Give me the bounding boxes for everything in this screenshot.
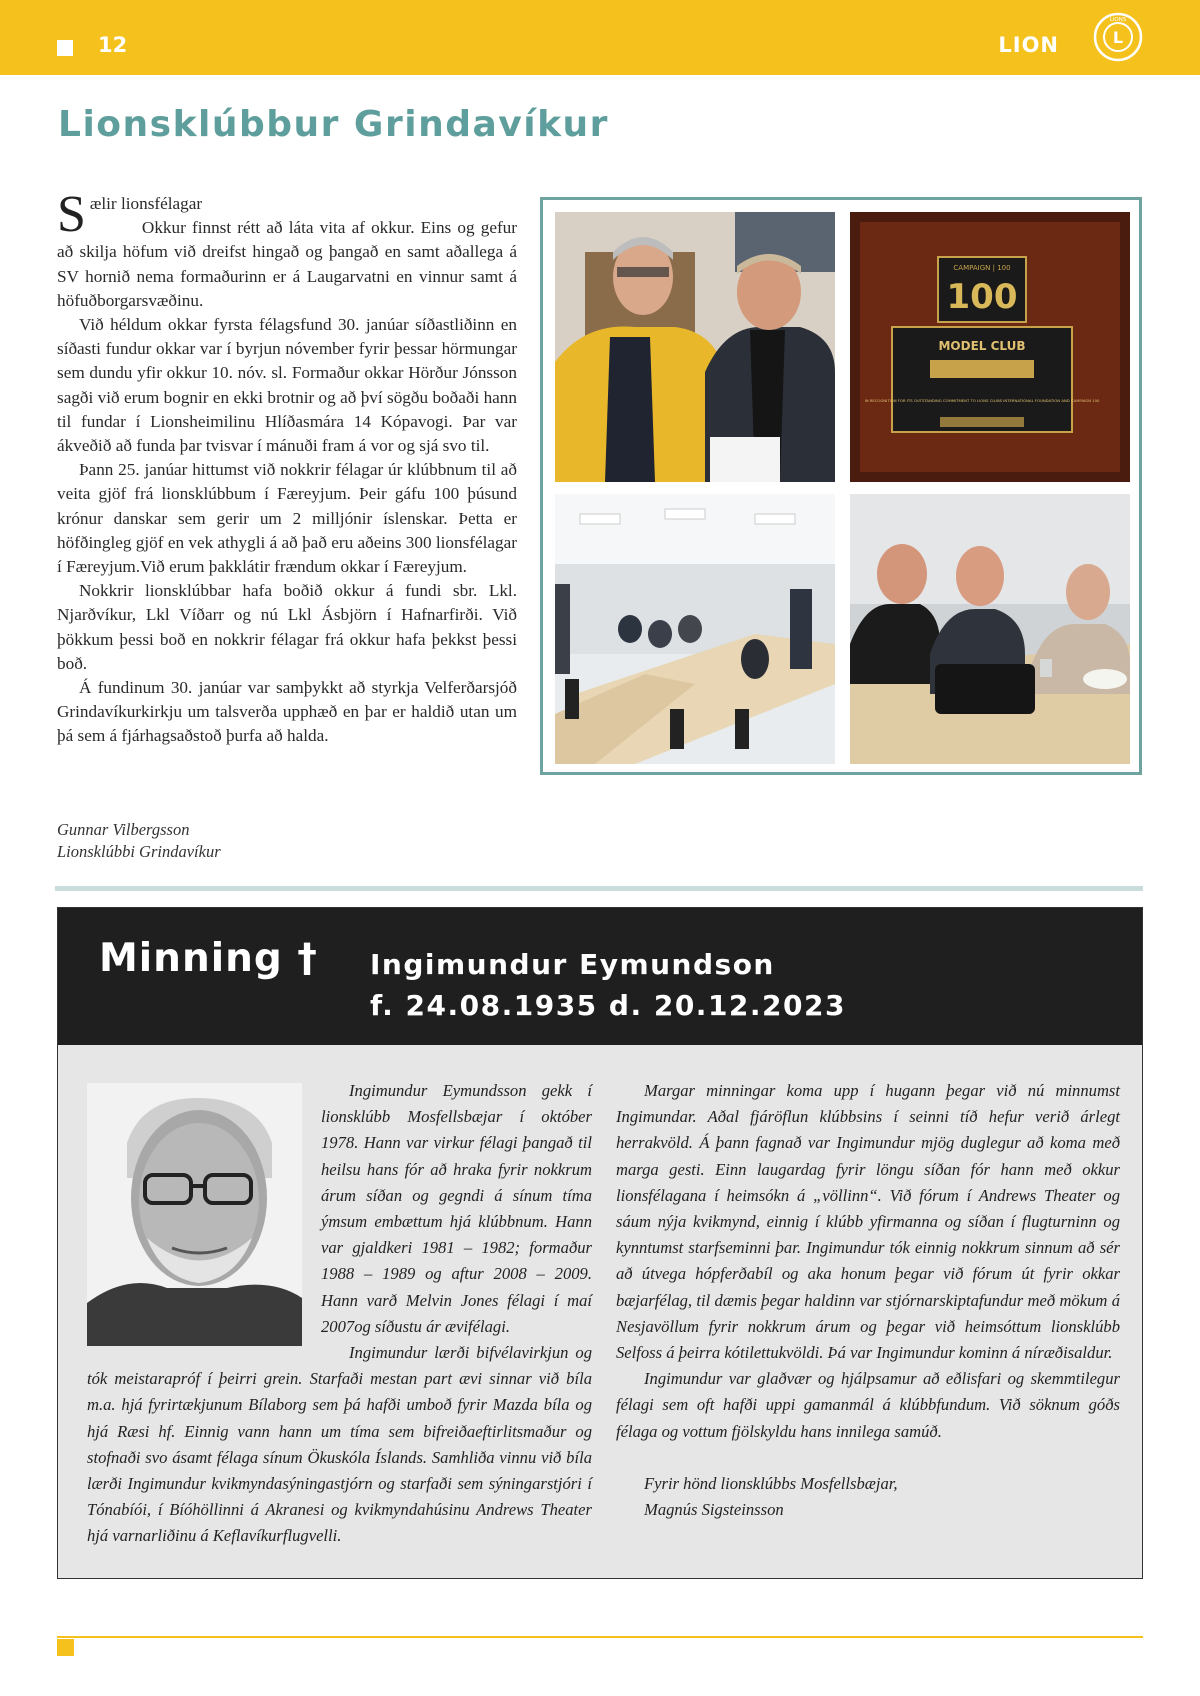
drop-cap: S xyxy=(57,186,86,243)
article-paragraph xyxy=(57,186,517,313)
photo-two-men xyxy=(555,212,835,482)
page-number: 12 xyxy=(98,33,128,57)
memorial-heading: Minning † xyxy=(99,936,318,981)
article-title: Lionsklúbbur Grindavíkur xyxy=(58,104,609,145)
memorial-column-1 xyxy=(87,1078,592,1550)
photo-plaque xyxy=(850,212,1130,482)
memorial-title xyxy=(370,944,846,1026)
article-paragraph-5: Á fundinum 30. janúar var samþykkt að styrkja Velferðarsjóð Grindavíkurkirkju um talsverða upphæð en þar er haldið utan um þá sem á fjárhagsaðstoð þurfa að halda. xyxy=(57,678,517,746)
article-paragraph-3: Þann 25. janúar hittumst við nokkrir félagar úr klúbbnum til að veita gjöf frá lionsklúbbum í Færeyjum. Þeir gáfu 100 þúsund krónur danskar sem gerir um 2 milljónir íslenskar. Þetta er höfðingleg gjöf en vek athygli á að það eru aðeins 300 lionsfélagar í Færeyjum.Við erum þakklátir frændum okkar í Færeyjum. xyxy=(57,460,517,577)
footer-line xyxy=(57,1636,1143,1638)
page-header xyxy=(0,0,1200,75)
memorial-person-name: Ingimundur Eymundson xyxy=(370,948,775,981)
lions-logo-icon xyxy=(1093,12,1143,62)
article-paragraph-1: Okkur finnst rétt að láta vita af okkur. Eins og gefur að skilja höfum við dreifst hingað og þangað en samt aðallega á SV hornið nema formaðurinn er á Laugarvatni en vinnur samt á höfuðborgarsvæðinu. xyxy=(57,218,517,310)
plaque-title: MODEL CLUB xyxy=(938,339,1026,353)
memorial-column-2 xyxy=(616,1078,1120,1523)
photo-meeting-room xyxy=(555,494,835,764)
memorial-paragraph-2: Ingimundur lærði bifvélavirkjun og tók meistarapróf í þeirri grein. Starfaði mestan part ævi sinnar við bíla m.a. hjá fyrirtækjunum Bílaborg sem þá hafði umboð fyrir Mazda bíla og hjá Ræsi hf. Einnig vann hann um tíma sem bifreiðaeftirlitsmaður og stofnaði svo ásamt félaga sínum Ökuskóla Íslands. Samhliða vinnu við bíla lærði Ingimundur kvikmyndasýningastjórn og starfaði sem sýningarstjóri í Tónabíói, í Bíóhöllinni á Akranesi og kvikmyndahúsinu Andrews Theater hjá varnarliðinu á Keflavíkurflugvelli. xyxy=(87,1343,592,1546)
article-body xyxy=(57,186,517,749)
article-paragraph-2: Við héldum okkar fyrsta félagsfund 30. janúar síðastliðinn en síðasti fundur okkar var í byrjun nóvember fyrir þessar hörmungar sem dundu yfir okkur 10. nóv. sl. Formaður okkar Hörður Jónsson sagði við erum bognir en ekki brotnir og að því sögðu boðaði hann til fundar í Lionsheimilinu Hlíðasmára 14 Kópavogi. Þar var ákveðið að funda þar tvisvar í mánuði fram á vor og sjá svo til. xyxy=(57,315,517,456)
logo-text: LIONS xyxy=(1109,17,1127,23)
section-divider xyxy=(55,886,1143,891)
logo-letter: L xyxy=(1112,28,1124,47)
memorial-paragraph-1: Ingimundur Eymundsson gekk í lionsklúbb Mosfellsbæjar í október 1978. Hann var virkur félagi þangað til heilsu hans fór að hraka fyrir nokkrum árum síðan og gegndi á sínum tíma ýmsum embættum hjá klúbbnum. Hann var gjaldkeri 1981 – 1982; formaður 1988 – 1989 og aftur 2008 – 2009. Hann varð Melvin Jones félagi í maí 2007og síðustu ár ævifélagi. xyxy=(321,1081,592,1336)
memorial-dates: f. 24.08.1935 d. 20.12.2023 xyxy=(370,989,846,1022)
plaque-line: IN RECOGNITION FOR ITS OUTSTANDING COMMITMENT TO LIONS CLUBS INTERNATIONAL FOUNDATION AND CAMPAIGN 100 xyxy=(864,398,1100,403)
memorial-paragraph-4: Ingimundur var glaðvær og hjálpsamur að eðlisfari og skemmtilegur félagi sem oft hafði uppi gamanmál á klúbbfundum. Við söknum góðs félaga og vottum fjölskyldu hans innilega samúð. xyxy=(616,1369,1120,1441)
plaque-campaign: CAMPAIGN | 100 xyxy=(953,264,1011,272)
memorial-sign-line-1: Fyrir hönd lionsklúbbs Mosfellsbæjar, xyxy=(644,1473,898,1493)
signature-name: Gunnar Vilbergsson xyxy=(57,820,190,839)
magazine-name: LION xyxy=(998,33,1059,57)
article-paragraph-4: Nokkrir lionsklúbbar hafa boðið okkur á fundi sbr. Lkl. Njarðvíkur, Lkl Víðarr og nú Lkl Ásbjörn í Hafnarfirði. Við þökkum þessi boð en nokkrir félagar frá okkur hafa þekkst þessi boð. xyxy=(57,581,517,673)
memorial-header xyxy=(58,908,1142,1045)
signature-club: Lionsklúbbi Grindavíkur xyxy=(57,842,221,861)
photo-grid xyxy=(540,197,1142,775)
memorial-box xyxy=(57,907,1143,1579)
memorial-sign-line-2: Magnús Sigsteinsson xyxy=(644,1500,784,1520)
header-square xyxy=(57,40,73,56)
footer-square xyxy=(57,1639,74,1656)
greeting: ælir lionsfélagar xyxy=(89,194,203,213)
plaque-number: 100 xyxy=(946,277,1018,317)
article-signature xyxy=(57,819,221,863)
photo-three-men xyxy=(850,494,1130,764)
memorial-paragraph-3: Margar minningar koma upp í hugann þegar við nú minnumst Ingimundar. Aðal fjáröflun klúbbsins í seinni tíð hefur verið árlegt herrakvöld. Á þann fagnað var Ingimundur mjög duglegur að koma með marga gesti. Einn laugardag fyrir löngu síðan fór hann með okkur lionsfélagana í heimsókn á „völlinn“. Við fórum í Andrews Theater og sáum nýja kvikmynd, einnig í klúbb yfirmanna og síðan í flugturninn og kynntumst starfseminni þar. Ingimundur tók einnig nokkrum sinnum að sér að útvega hópferðabíl og aka honum þegar við fórum út fyrir okkar bæjarfélag, til dæmis þegar haldinn var stjórnarskiptafundur með mökum á Nesjavöllum fyrir nokkrum árum og þegar við heimsóttum lionsklúbb Selfoss á þeirra kótilettukvöldi. Þá var Ingimundur kominn á níræðisaldur. xyxy=(616,1081,1120,1363)
